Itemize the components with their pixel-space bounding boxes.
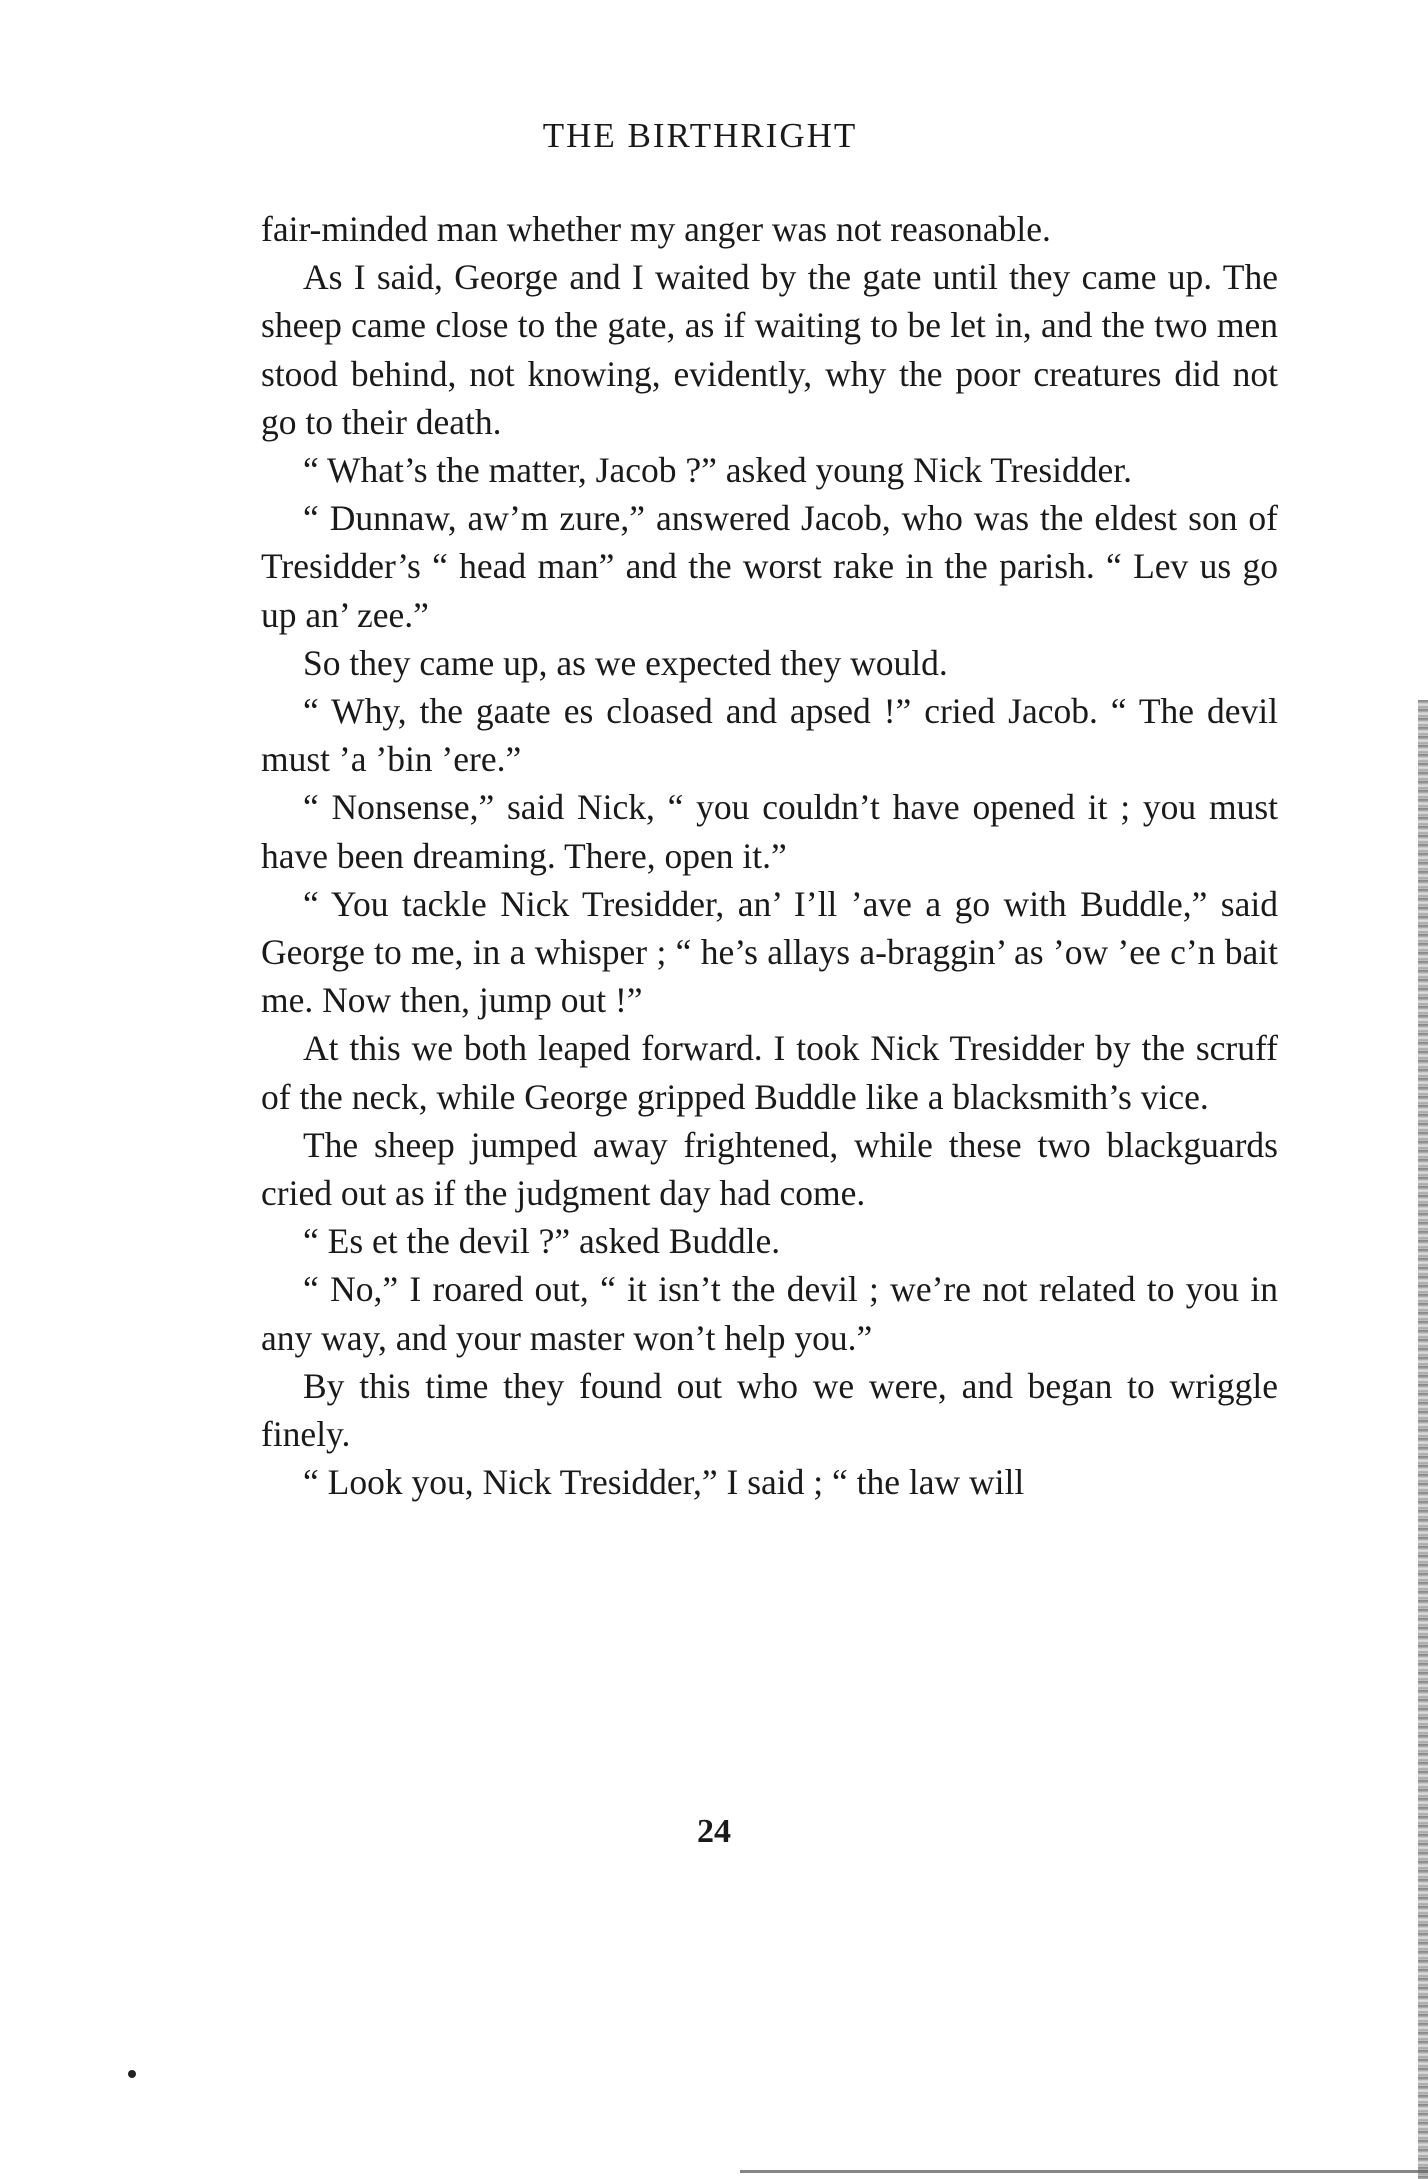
- paragraph: “ No,” I roared out, “ it isn’t the devil ; we’re not related to you in any way, and your master won’t help you.”: [261, 1269, 1278, 1358]
- running-header: THE BIRTHRIGHT: [542, 116, 858, 155]
- paragraph: “ Nonsense,” said Nick, “ you couldn’t have opened it ; you must have been dreaming. There, open it.”: [261, 787, 1278, 876]
- paragraph: As I said, George and I waited by the gate until they came up. The sheep came close to the gate, as if waiting to be let in, and the two men stood behind, not knowing, evidently, why the poor creatures did not go to their death.: [261, 257, 1278, 442]
- page-edge-shading: [1418, 700, 1428, 2179]
- paragraph: “ You tackle Nick Tresidder, an’ I’ll ’ave a go with Buddle,” said George to me, in a whisper ; “ he’s allays a-braggin’ as ’ow ’ee c’n bait me. Now then, jump out !”: [261, 883, 1278, 1021]
- page-bottom-edge: [740, 2170, 1428, 2173]
- page-body: [261, 205, 1278, 1506]
- paragraph: fair-minded man whether my anger was not reasonable.: [261, 209, 1051, 249]
- page-number: 24: [697, 1813, 731, 1850]
- paragraph: “ Why, the gaate es cloased and apsed !” cried Jacob. “ The devil must ’a ’bin ’ere.”: [261, 691, 1278, 780]
- paragraph: At this we both leaped forward. I took Nick Tresidder by the scruff of the neck, while George gripped Buddle like a blacksmith’s vice.: [261, 1028, 1278, 1117]
- paragraph: “ What’s the matter, Jacob ?” asked young Nick Tresidder.: [303, 450, 1133, 491]
- paragraph: “ Dunnaw, aw’m zure,” answered Jacob, who was the eldest son of Tresidder’s “ head man” and the worst rake in the parish. “ Lev us go up an’ zee.”: [261, 498, 1278, 635]
- paragraph: “ Look you, Nick Tresidder,” I said ; “ the law will: [303, 1462, 1025, 1503]
- paragraph: So they came up, as we expected they would.: [303, 642, 948, 683]
- ink-speck: [128, 2070, 136, 2078]
- paragraph: “ Es et the devil ?” asked Buddle.: [303, 1221, 781, 1262]
- paragraph: By this time they found out who we were, and began to wriggle finely.: [261, 1365, 1278, 1455]
- paragraph: The sheep jumped away frightened, while these two blackguards cried out as if the judgment day had come.: [261, 1124, 1278, 1214]
